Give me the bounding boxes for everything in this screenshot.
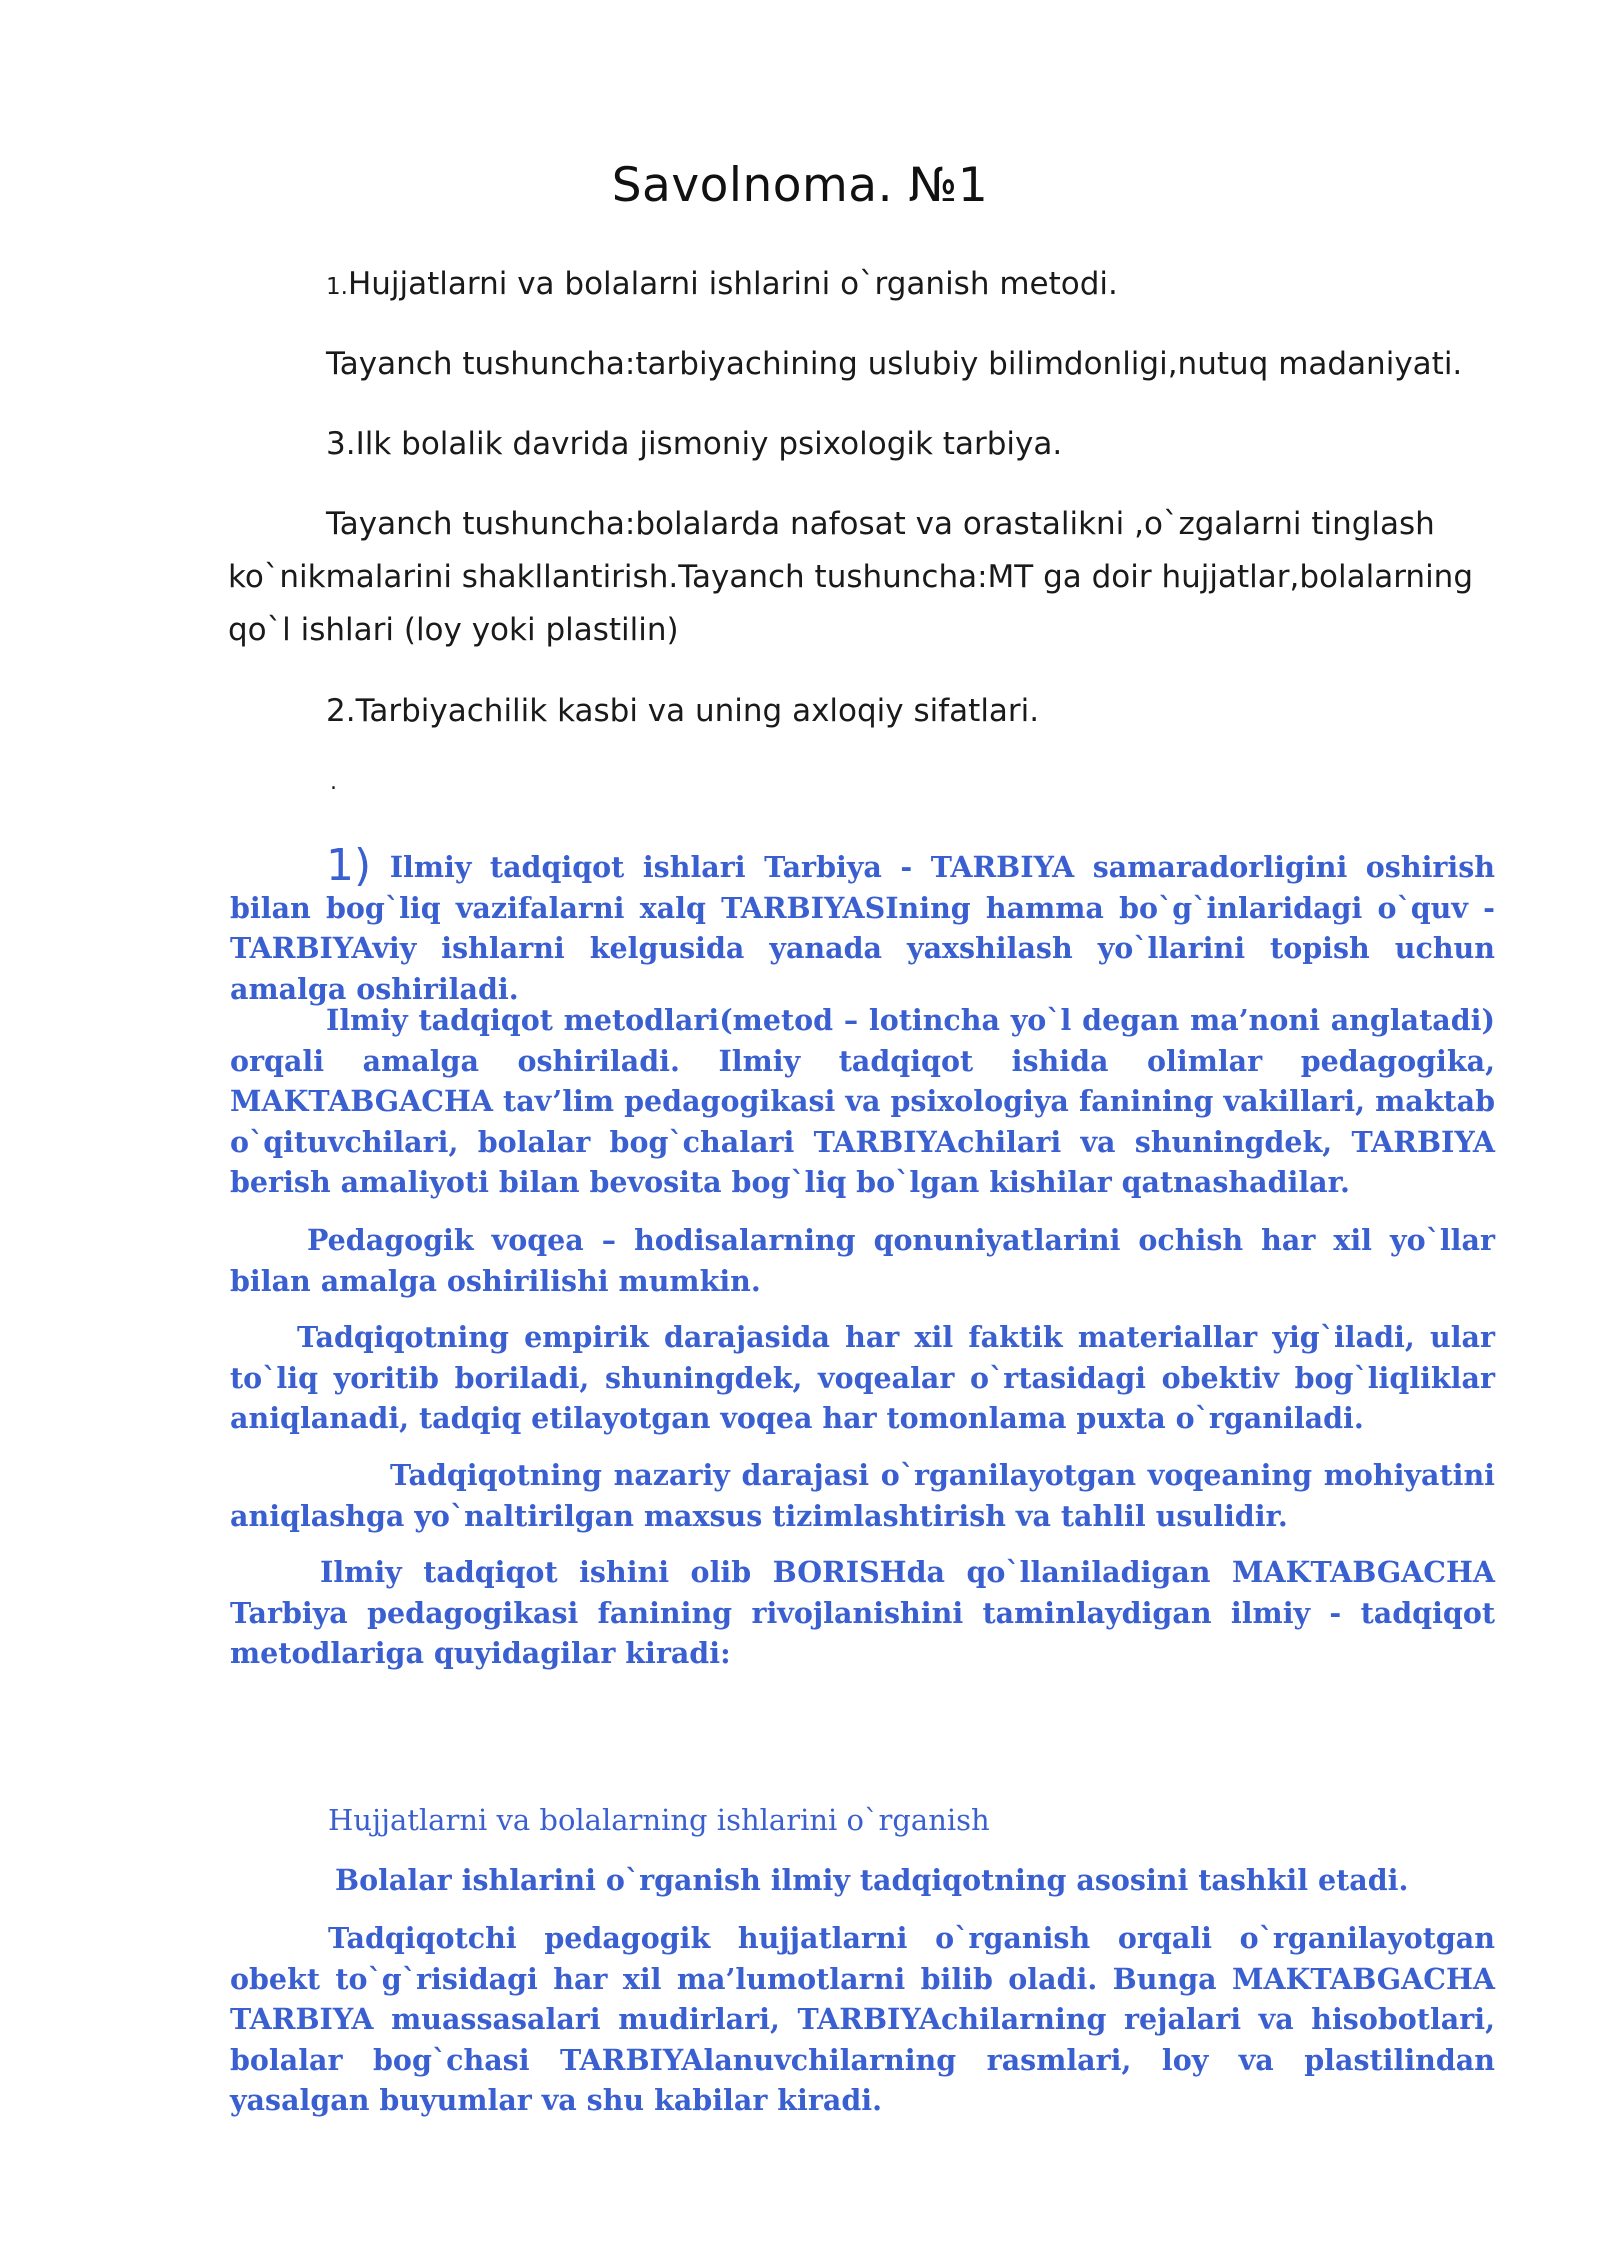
body-paragraph-1	[230, 840, 1495, 1009]
body-paragraph-6: Ilmiy tadqiqot ishini olib BORISHda qo`llaniladigan MAKTABGACHA Tarbiya pedagogikasi fanining rivojlanishini taminlaydigan ilmiy - tadqiqot metodlariga quyidagilar kiradi:	[230, 1555, 1495, 1670]
paragraph-1-text: Ilmiy tadqiqot ishlari Tarbiya - TARBIYA samaradorligini oshirish bilan bog`liq vazifalarni xalq TARBIYASIning hamma bo`g`inlaridagi o`quv - TARBIYAviy ishlarni kelgusida yanada yaxshilash yo`llarini topish uchun amalga oshiriladi.	[230, 850, 1495, 1006]
body-paragraph-5: Tadqiqotning nazariy darajasi o`rganilayotgan voqeaning mohiyatini aniqlashga yo`naltirilgan maxsus tizimlashtirish va tahlil usulidir.	[230, 1458, 1495, 1533]
question-1	[326, 258, 1600, 314]
section-subheading: Hujjatlarni va bolalarning ishlarini o`rganish	[328, 1803, 990, 1837]
question-3: 3.Ilk bolalik davrida jismoniy psixologik tarbiya.	[326, 426, 1063, 462]
body-paragraph-8: Tadqiqotchi pedagogik hujjatlarni o`rganish orqali o`rganilayotgan obekt to`g`risidagi har xil ma’lumotlarni bilib oladi. Bunga MAKTABGACHA TARBIYA muassasalari mudirlari, TARBIYAchilarning rejalari va hisobotlari, bolalar bog`chasi TARBIYAlanuvchilarning rasmlari, loy va plastilindan yasalgan buyumlar va shu kabilar kiradi.	[230, 1921, 1495, 2117]
paragraph-number: 1)	[326, 840, 372, 891]
question-1-number: 1.	[326, 274, 348, 300]
question-1-text: Hujjatlarni va bolalarni ishlarini o`rganish metodi.	[347, 266, 1118, 302]
body-paragraph-7: Bolalar ishlarini o`rganish ilmiy tadqiqotning asosini tashkil etadi.	[335, 1863, 1409, 1897]
question-2: 2.Tarbiyachilik kasbi va uning axloqiy sifatlari.	[326, 693, 1040, 729]
question-3-concept: Tayanch tushuncha:bolalarda nafosat va orastalikni ,o`zgalarni tinglash ko`nikmalarini shakllantirish.Tayanch tushuncha:MT ga doir hujjatlar,bolalarning qo`l ishlari (loy yoki plastilin)	[228, 506, 1474, 648]
body-paragraph-2: Ilmiy tadqiqot metodlari(metod – lotincha yo`l degan ma’noni anglatadi) orqali amalga oshiriladi. Ilmiy tadqiqot ishida olimlar pedagogika, MAKTABGACHA tav’lim pedagogikasi va psixologiya fanining vakillari, maktab o`qituvchilari, bolalar bog`chalari TARBIYAchilari va shuningdek, TARBIYA berish amaliyoti bilan bevosita bog`liq bo`lgan kishilar qatnashadilar.	[230, 1003, 1495, 1199]
body-paragraph-4: Tadqiqotning empirik darajasida har xil faktik materiallar yig`iladi, ular to`liq yoritib boriladi, shuningdek, voqealar o`rtasidagi obektiv bog`liqliklar aniqlanadi, tadqiq etilayotgan voqea har tomonlama puxta o`rganiladi.	[230, 1320, 1495, 1435]
page-title: Savolnoma. №1	[611, 158, 989, 213]
body-paragraph-3: Pedagogik voqea – hodisalarning qonuniyatlarini ochish har xil yo`llar bilan amalga oshirilishi mumkin.	[230, 1223, 1495, 1298]
separator-dot: .	[330, 770, 337, 795]
question-1-concept: Tayanch tushuncha:tarbiyachining uslubiy bilimdonligi,nutuq madaniyati.	[326, 346, 1463, 382]
